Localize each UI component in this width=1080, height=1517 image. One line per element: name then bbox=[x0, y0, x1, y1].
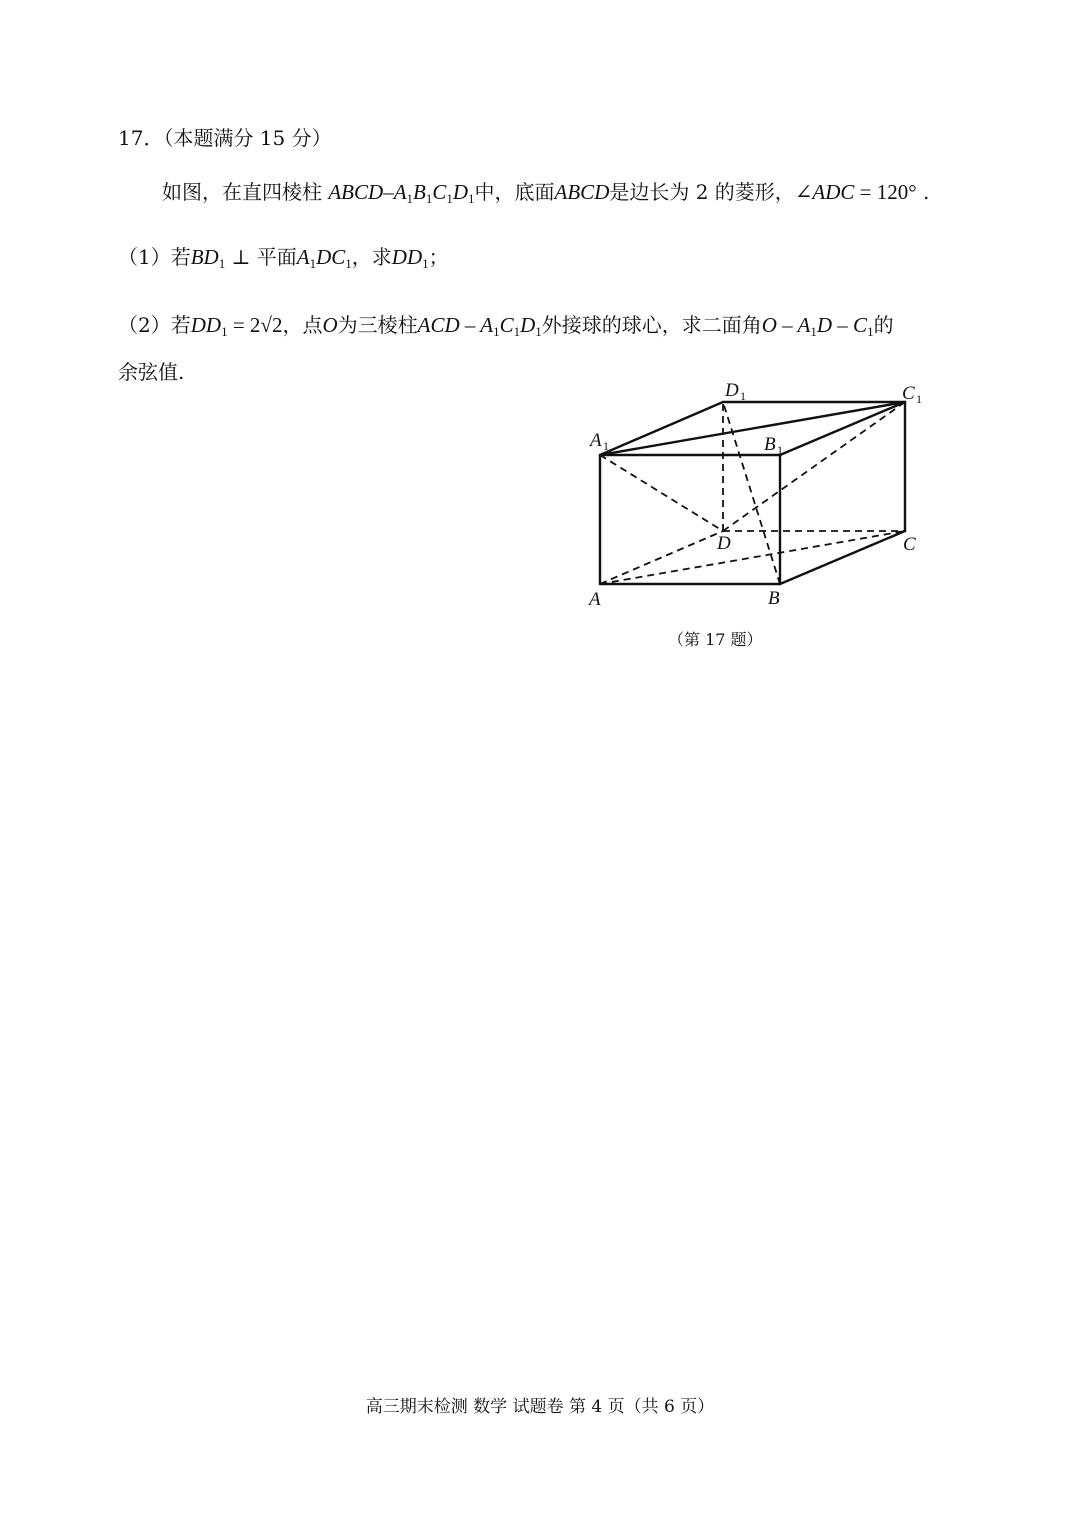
label-C1: C bbox=[902, 383, 915, 404]
label-A: A bbox=[589, 589, 601, 610]
label-B: B bbox=[768, 588, 780, 609]
label-D: D bbox=[717, 533, 731, 554]
label-C1-sub: 1 bbox=[916, 392, 922, 406]
question-part-2-line-2: 余弦值. bbox=[118, 360, 185, 384]
label-A1: A bbox=[590, 430, 602, 451]
page-footer: 高三期末检测 数学 试题卷 第 4 页（共 6 页） bbox=[365, 1397, 715, 1417]
hidden-edge-AD bbox=[600, 531, 723, 584]
question-intro: 如图，在直四棱柱 ABCD–$A_1B_1C_1D_1$中，底面ABCD是边长为 2 的菱形，∠ADC = 120° . bbox=[162, 180, 930, 206]
label-B1: B bbox=[764, 434, 776, 455]
hidden-diag-A1D bbox=[600, 455, 723, 531]
label-D1: D bbox=[725, 380, 739, 401]
hidden-diag-AC bbox=[600, 531, 905, 584]
question-part-2: （2）若$DD_1 = 2√2$，点O为三棱柱ACD – $A_1C_1D_1$外接球的球心，求二面角O – $A_1D - C_1$的 bbox=[118, 313, 894, 339]
question-part-1: （1）若$BD_1$ ⊥ 平面$A_1DC_1$，求$DD_1$； bbox=[118, 245, 449, 271]
figure-caption: （第 17 题） bbox=[668, 630, 763, 649]
label-B1-sub: 1 bbox=[777, 443, 783, 457]
hidden-diag-DC1 bbox=[723, 402, 905, 531]
label-D1-sub: 1 bbox=[740, 389, 746, 403]
label-C: C bbox=[903, 534, 916, 555]
edge-BC bbox=[780, 531, 905, 584]
prism-figure bbox=[0, 0, 1080, 700]
edge-A1C1 bbox=[600, 402, 905, 455]
label-A1-sub: 1 bbox=[603, 439, 609, 453]
question-header: 17．（本题满分 15 分） bbox=[118, 126, 332, 150]
edge-A1D1 bbox=[600, 402, 723, 455]
